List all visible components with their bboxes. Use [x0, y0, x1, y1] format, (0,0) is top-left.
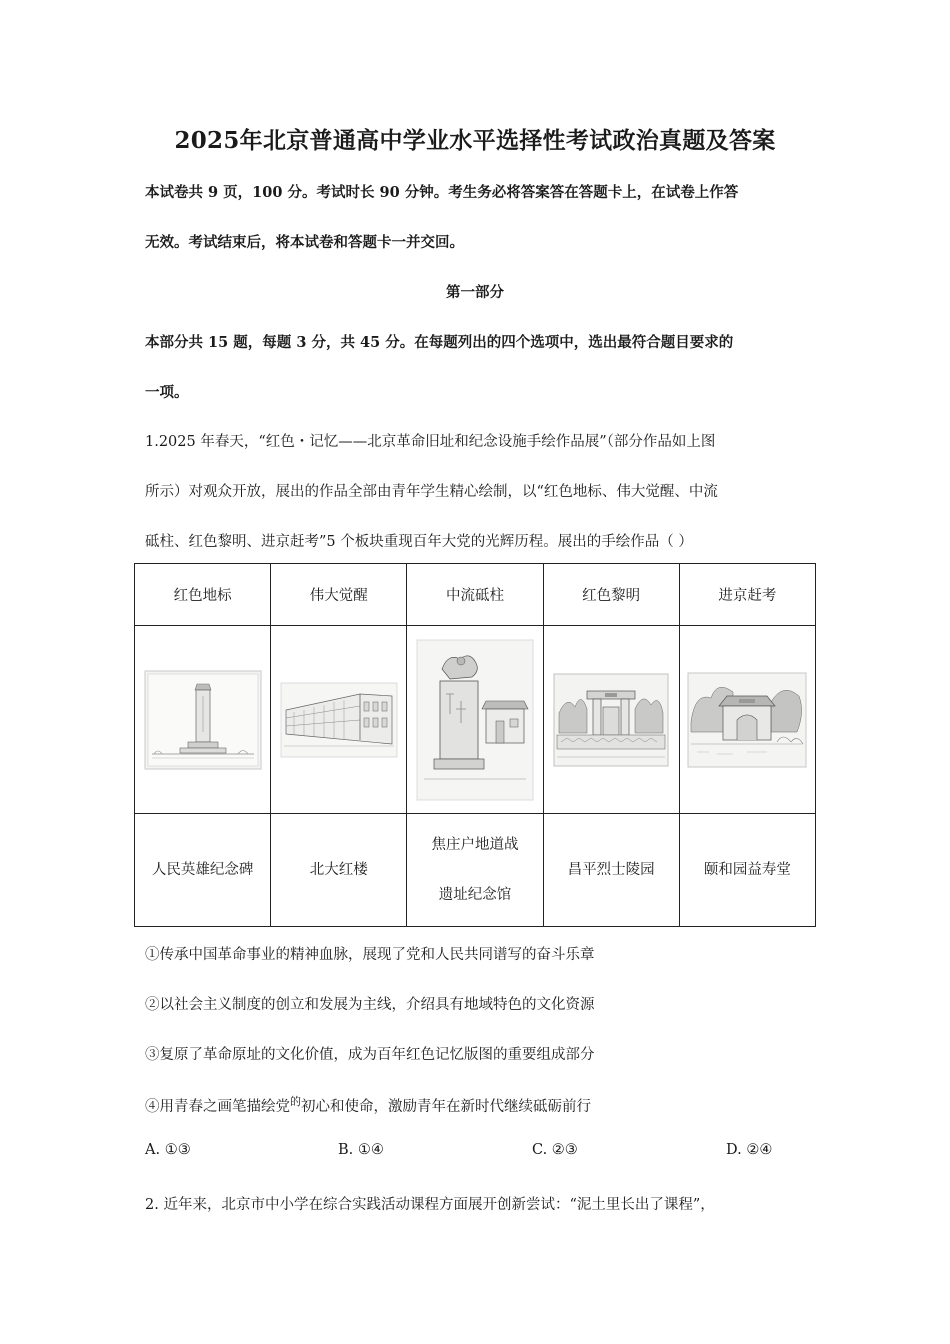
q1-stem-line-1: 1.2025 年春天，“红色・记忆——北京革命旧址和纪念设施手绘作品展”（部分作品如上图 — [145, 434, 716, 450]
statement-4-part-2: 初心和使命，激励青年在新时代继续砥砺前行 — [301, 1099, 591, 1115]
name-cell-line-1: 焦庄户地道战 — [431, 837, 519, 854]
header-cell: 伟大觉醒 — [271, 564, 407, 626]
option-d: D. ②④ — [726, 1142, 773, 1158]
image-cell — [407, 626, 543, 814]
artworks-table — [134, 563, 816, 927]
statement-1: ①传承中国革命事业的精神血脉，展现了党和人民共同谱写的奋斗乐章 — [145, 947, 595, 963]
table-image-row — [135, 626, 816, 814]
statement-2: ②以社会主义制度的创立和发展为主线，介绍具有地域特色的文化资源 — [145, 997, 595, 1013]
name-cell: 北大红楼 — [271, 814, 407, 927]
part-desc-line-2: 一项。 — [145, 384, 189, 401]
part-heading: 第一部分 — [446, 284, 504, 301]
intro-line-2: 无效。考试结束后，将本试卷和答题卡一并交回。 — [145, 234, 464, 251]
header-cell: 进京赶考 — [679, 564, 815, 626]
name-cell-line-2: 遗址纪念馆 — [438, 887, 512, 904]
q1-stem-line-2: 所示）对观众开放，展出的作品全部由青年学生精心绘制，以“红色地标、伟大觉醒、中流 — [145, 484, 718, 500]
header-cell: 红色地标 — [135, 564, 271, 626]
table-header-row — [135, 564, 816, 626]
name-cell — [407, 814, 543, 927]
table-name-row — [135, 814, 816, 927]
red-building-sketch-image — [280, 682, 398, 758]
q2-stem-line-1: 2. 近年来，北京市中小学在综合实践活动课程方面展开创新尝试：“泥土里长出了课程”， — [145, 1197, 715, 1213]
yishoutang-sketch-image — [687, 672, 807, 768]
q1-stem-line-3: 砥柱、红色黎明、进京赶考”5 个板块重现百年大党的光辉历程。展出的手绘作品（ ） — [145, 534, 693, 550]
image-cell — [543, 626, 679, 814]
name-cell: 昌平烈士陵园 — [543, 814, 679, 927]
header-cell: 红色黎明 — [543, 564, 679, 626]
image-cell — [135, 626, 271, 814]
statement-4 — [145, 1093, 813, 1116]
option-b: B. ①④ — [338, 1142, 384, 1158]
name-cell: 颐和园益寿堂 — [679, 814, 815, 927]
header-cell: 中流砥柱 — [407, 564, 543, 626]
martyrs-cemetery-sketch-image — [553, 673, 669, 767]
tunnel-memorial-sketch-image — [416, 639, 534, 801]
statement-4-superscript: 的 — [290, 1095, 301, 1108]
option-c: C. ②③ — [532, 1142, 578, 1158]
option-a: A. ①③ — [145, 1142, 191, 1158]
monument-sketch-image — [144, 670, 262, 770]
statement-4-part-1: ④用青春之画笔描绘党 — [145, 1099, 290, 1115]
document-title: 2025年北京普通高中学业水平选择性考试政治真题及答案 — [174, 127, 776, 154]
image-cell — [679, 626, 815, 814]
part-desc-line-1: 本部分共 15 题，每题 3 分，共 45 分。在每题列出的四个选项中，选出最符合题目要求的 — [145, 334, 734, 351]
intro-line-1: 本试卷共 9 页，100 分。考试时长 90 分钟。考生务必将答案答在答题卡上，在试卷上作答 — [145, 184, 739, 201]
statement-3: ③复原了革命原址的文化价值，成为百年红色记忆版图的重要组成部分 — [145, 1047, 595, 1063]
name-cell: 人民英雄纪念碑 — [135, 814, 271, 927]
image-cell — [271, 626, 407, 814]
